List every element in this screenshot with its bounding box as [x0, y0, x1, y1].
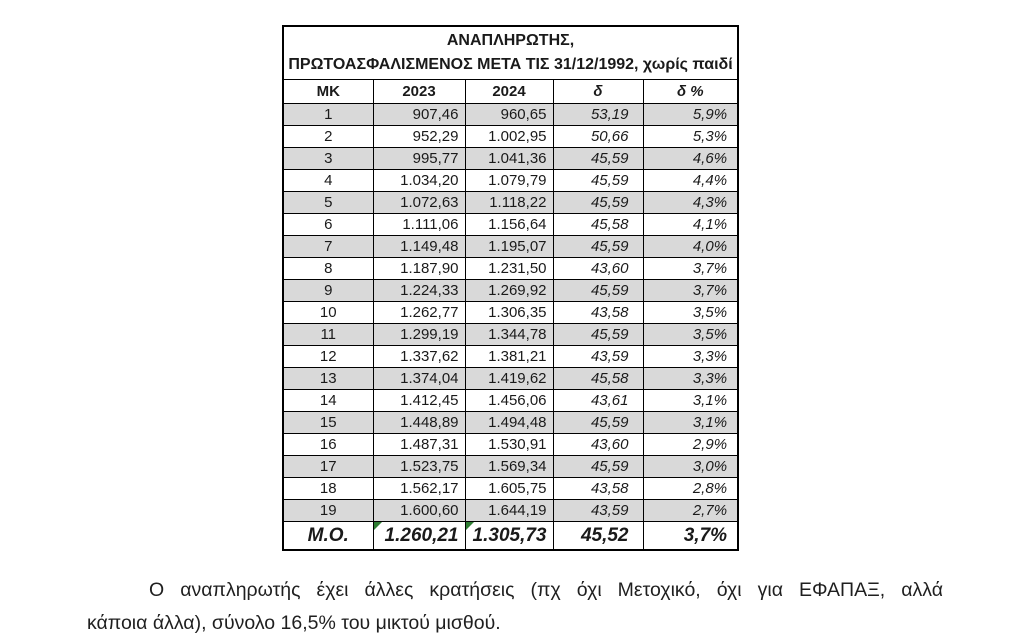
table-cell: 1.600,60 [373, 500, 465, 522]
table-cell: 1.231,50 [465, 258, 553, 280]
table-cell: 16 [283, 434, 373, 456]
table-cell: 1.306,35 [465, 302, 553, 324]
cell-error-flag-icon [374, 522, 382, 530]
table-cell: 8 [283, 258, 373, 280]
table-cell: 3,5% [643, 324, 738, 346]
table-cell: 10 [283, 302, 373, 324]
table-cell: 45,59 [553, 412, 643, 434]
table-cell: 13 [283, 368, 373, 390]
table-cell: 45,59 [553, 236, 643, 258]
table-row [283, 390, 738, 412]
table-cell: 1.494,48 [465, 412, 553, 434]
table-cell: 43,60 [553, 434, 643, 456]
table-title-line1: ΑΝΑΠΛΗΡΩΤΗΣ, [446, 32, 575, 49]
summary-2024-cell [465, 522, 553, 551]
table-cell: 3,3% [643, 368, 738, 390]
table-cell: 1.034,20 [373, 170, 465, 192]
table-cell: 11 [283, 324, 373, 346]
table-cell: 1.644,19 [465, 500, 553, 522]
summary-delta-cell: 45,52 [553, 522, 643, 551]
table-row [283, 170, 738, 192]
table-cell: 17 [283, 456, 373, 478]
table-cell: 3,5% [643, 302, 738, 324]
table-cell: 1.262,77 [373, 302, 465, 324]
table-cell: 1.149,48 [373, 236, 465, 258]
summary-2023-cell [373, 522, 465, 551]
table-cell: 45,59 [553, 148, 643, 170]
table-cell: 1.569,34 [465, 456, 553, 478]
col-header-delta-pct: δ % [643, 80, 738, 104]
col-header-2023: 2023 [373, 80, 465, 104]
col-header-mk: ΜΚ [283, 80, 373, 104]
table-row [283, 236, 738, 258]
table-row [283, 456, 738, 478]
table-cell: 6 [283, 214, 373, 236]
table-title [283, 26, 738, 80]
table-row [283, 346, 738, 368]
table-cell: 1.419,62 [465, 368, 553, 390]
table-cell: 952,29 [373, 126, 465, 148]
table-cell: 1.381,21 [465, 346, 553, 368]
table-body [283, 104, 738, 522]
table-cell: 1.195,07 [465, 236, 553, 258]
salary-table [282, 25, 739, 551]
table-cell: 45,59 [553, 456, 643, 478]
footnote [87, 574, 943, 640]
table-row [283, 192, 738, 214]
table-cell: 9 [283, 280, 373, 302]
table-cell: 1.374,04 [373, 368, 465, 390]
table-row [283, 126, 738, 148]
table-cell: 1.187,90 [373, 258, 465, 280]
table-cell: 43,58 [553, 302, 643, 324]
table-cell: 4,6% [643, 148, 738, 170]
table-row [283, 478, 738, 500]
table-cell: 43,58 [553, 478, 643, 500]
footnote-line1: Ο αναπληρωτής έχει άλλες κρατήσεις (πχ όχι Μετοχικό, όχι για ΕΦΑΠΑΞ, αλλά [149, 579, 943, 601]
table-row [283, 324, 738, 346]
table-cell: 1.530,91 [465, 434, 553, 456]
table-row [283, 148, 738, 170]
table-cell: 43,61 [553, 390, 643, 412]
table-row [283, 500, 738, 522]
table-cell: 18 [283, 478, 373, 500]
table-cell: 1.002,95 [465, 126, 553, 148]
table-cell: 3,0% [643, 456, 738, 478]
table-cell: 3,7% [643, 280, 738, 302]
table-cell: 45,59 [553, 280, 643, 302]
table-cell: 19 [283, 500, 373, 522]
table-cell: 3,3% [643, 346, 738, 368]
table-row [283, 280, 738, 302]
table-cell: 45,58 [553, 214, 643, 236]
table-cell: 1.412,45 [373, 390, 465, 412]
table-cell: 4 [283, 170, 373, 192]
table-cell: 1.072,63 [373, 192, 465, 214]
table-cell: 5 [283, 192, 373, 214]
table-cell: 4,4% [643, 170, 738, 192]
table-cell: 1.079,79 [465, 170, 553, 192]
table-cell: 3,1% [643, 390, 738, 412]
table-cell: 960,65 [465, 104, 553, 126]
summary-label: Μ.Ο. [283, 522, 373, 551]
table-cell: 15 [283, 412, 373, 434]
table-row [283, 434, 738, 456]
table-cell: 12 [283, 346, 373, 368]
table-cell: 907,46 [373, 104, 465, 126]
table-cell: 1.156,64 [465, 214, 553, 236]
table-cell: 1.041,36 [465, 148, 553, 170]
table-cell: 2,9% [643, 434, 738, 456]
table-cell: 50,66 [553, 126, 643, 148]
table-cell: 2 [283, 126, 373, 148]
table-cell: 2,7% [643, 500, 738, 522]
table-cell: 1.605,75 [465, 478, 553, 500]
table-cell: 45,59 [553, 170, 643, 192]
table-cell: 1.337,62 [373, 346, 465, 368]
table-cell: 5,3% [643, 126, 738, 148]
table-cell: 53,19 [553, 104, 643, 126]
table-row [283, 214, 738, 236]
summary-delta-pct-cell: 3,7% [643, 522, 738, 551]
table-cell: 1.448,89 [373, 412, 465, 434]
table-cell: 1.562,17 [373, 478, 465, 500]
table-cell: 4,3% [643, 192, 738, 214]
table-row [283, 412, 738, 434]
table-cell: 45,59 [553, 192, 643, 214]
summary-row [283, 522, 738, 551]
table-cell: 43,59 [553, 500, 643, 522]
table-cell: 1.456,06 [465, 390, 553, 412]
table-cell: 45,58 [553, 368, 643, 390]
table-cell: 1.487,31 [373, 434, 465, 456]
table-row [283, 368, 738, 390]
summary-2023-value: 1.260,21 [384, 524, 459, 546]
summary-2024-value: 1.305,73 [472, 524, 547, 546]
table-cell: 45,59 [553, 324, 643, 346]
table-cell: 995,77 [373, 148, 465, 170]
table-cell: 3 [283, 148, 373, 170]
column-header-row [283, 80, 738, 104]
cell-error-flag-icon [466, 522, 474, 530]
col-header-delta: δ [553, 80, 643, 104]
table-cell: 2,8% [643, 478, 738, 500]
table-cell: 43,60 [553, 258, 643, 280]
table-cell: 4,0% [643, 236, 738, 258]
table-cell: 7 [283, 236, 373, 258]
table-cell: 1.118,22 [465, 192, 553, 214]
table-cell: 1.344,78 [465, 324, 553, 346]
table-cell: 14 [283, 390, 373, 412]
footnote-line2: κάποια άλλα), σύνολο 16,5% του μικτού μισθού. [87, 612, 501, 634]
table-cell: 3,1% [643, 412, 738, 434]
table-cell: 1.299,19 [373, 324, 465, 346]
table-row [283, 258, 738, 280]
table-cell: 3,7% [643, 258, 738, 280]
table-row [283, 302, 738, 324]
col-header-2024: 2024 [465, 80, 553, 104]
table-cell: 1.523,75 [373, 456, 465, 478]
table-cell: 4,1% [643, 214, 738, 236]
table-cell: 1.224,33 [373, 280, 465, 302]
table-cell: 1.111,06 [373, 214, 465, 236]
table-cell: 1 [283, 104, 373, 126]
table-cell: 5,9% [643, 104, 738, 126]
table-cell: 43,59 [553, 346, 643, 368]
table-cell: 1.269,92 [465, 280, 553, 302]
table-title-row [283, 26, 738, 80]
table-title-line2: ΠΡΩΤΟΑΣΦΑΛΙΣΜΕΝΟΣ ΜΕΤΑ ΤΙΣ 31/12/1992, χωρίς παιδί [288, 56, 733, 73]
table-row [283, 104, 738, 126]
